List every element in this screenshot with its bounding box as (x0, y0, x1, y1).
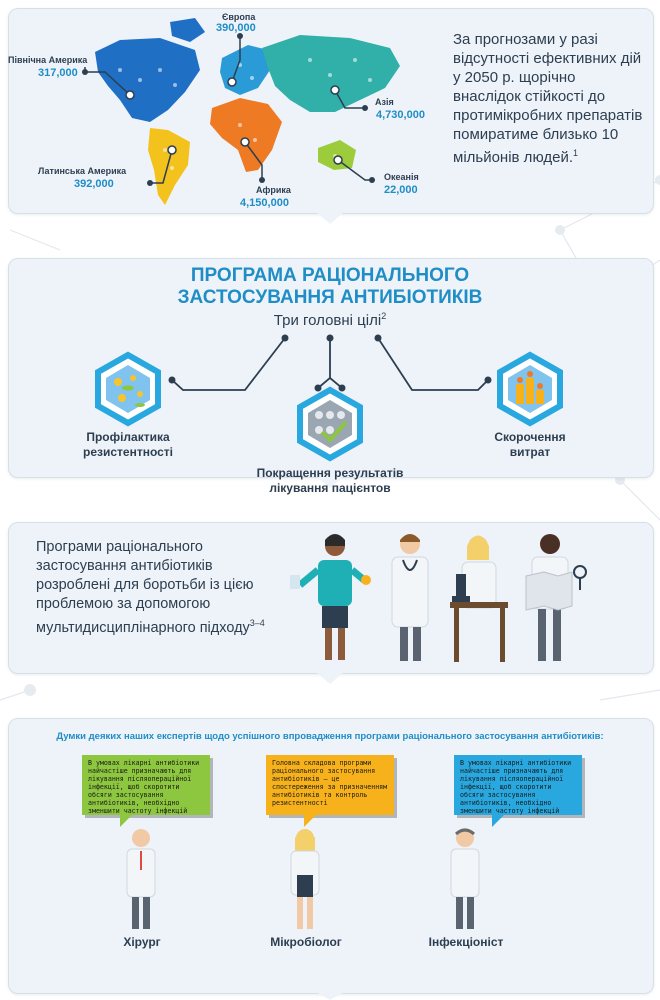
program-title-line2: ЗАСТОСУВАННЯ АНТИБІОТИКІВ (177, 287, 483, 308)
infectiologist-figure (451, 829, 479, 929)
region-value-asia: 4,730,000 (376, 109, 425, 121)
team-text-reference: 3–4 (249, 618, 265, 628)
role-surgeon: Хірург (123, 935, 161, 949)
program-title-line1: ПРОГРАМА РАЦІОНАЛЬНОГО (190, 265, 470, 286)
role-microbiologist: Мікробіолог (270, 935, 342, 949)
role-infectiologist: Інфекціоніст (428, 935, 504, 949)
region-label-africa: Африка (256, 185, 291, 195)
expert-quote-infectiologist: В умовах лікарні антибіотики найчастіше призначають для лікування післяопераційної інфекції, щоб скоротити обсяги застосування антибіотиків, необхідно зменшити частоту інфекцій (454, 755, 582, 815)
experts-heading: Думки деяких наших експертів щодо успішного впровадження програми раціонального застосування антибіотиків: (56, 731, 604, 742)
goal-1-line1: Профілактика (86, 430, 170, 444)
region-label-europe: Європа (222, 12, 256, 22)
region-value-africa: 4,150,000 (240, 197, 289, 209)
region-label-oceania: Океанія (384, 172, 419, 182)
panel-notch (316, 992, 344, 1000)
forecast-reference: 1 (573, 148, 579, 158)
expert-quote-surgeon: В умовах лікарні антибіотики найчастіше призначають для лікування післяопераційної інфекції, щоб скоротити обсяги застосування антибіотиків, необхідно зменшити частоту інфекцій (82, 755, 210, 815)
region-value-europe: 390,000 (216, 22, 256, 34)
region-label-latin-america: Латинська Америка (38, 166, 127, 176)
program-subtitle-text: Три головні цілі (273, 312, 382, 329)
goal-1-line2: резистентності (83, 445, 173, 459)
region-label-asia: Азія (375, 97, 394, 107)
surgeon-figure (127, 829, 155, 929)
region-value-latin-america: 392,000 (74, 178, 114, 190)
expert-quote-microbiologist: Головна складова програми раціонального застосування антибіотиків – це спостереження за призначенням антибіотиків та контроль резистентності (266, 755, 394, 815)
region-value-oceania: 22,000 (384, 184, 418, 196)
goal-2-line2: лікування пацієнтов (269, 481, 391, 495)
region-label-north-america: Північна Америка (8, 55, 88, 65)
goal-3-line1: Скорочення (494, 430, 566, 444)
region-value-north-america: 317,000 (38, 67, 78, 79)
forecast-text-body: За прогнозами у разі відсутності ефективних дій у 2050 р. щорічно внаслідок стійкості до протимікробних препаратів помиратиме близько 10 мільйонів людей. (453, 31, 643, 166)
goal-3-line2: витрат (509, 445, 551, 459)
team-text-body: Програми раціонального застосування антибіотиків розроблені для боротьби із цією проблемою за допомогою мультидисциплінарного підходу (36, 539, 254, 636)
goal-2-line1: Покращення результатів (256, 466, 404, 480)
microbiologist-figure (291, 829, 319, 929)
program-subtitle-reference: 2 (381, 311, 387, 321)
